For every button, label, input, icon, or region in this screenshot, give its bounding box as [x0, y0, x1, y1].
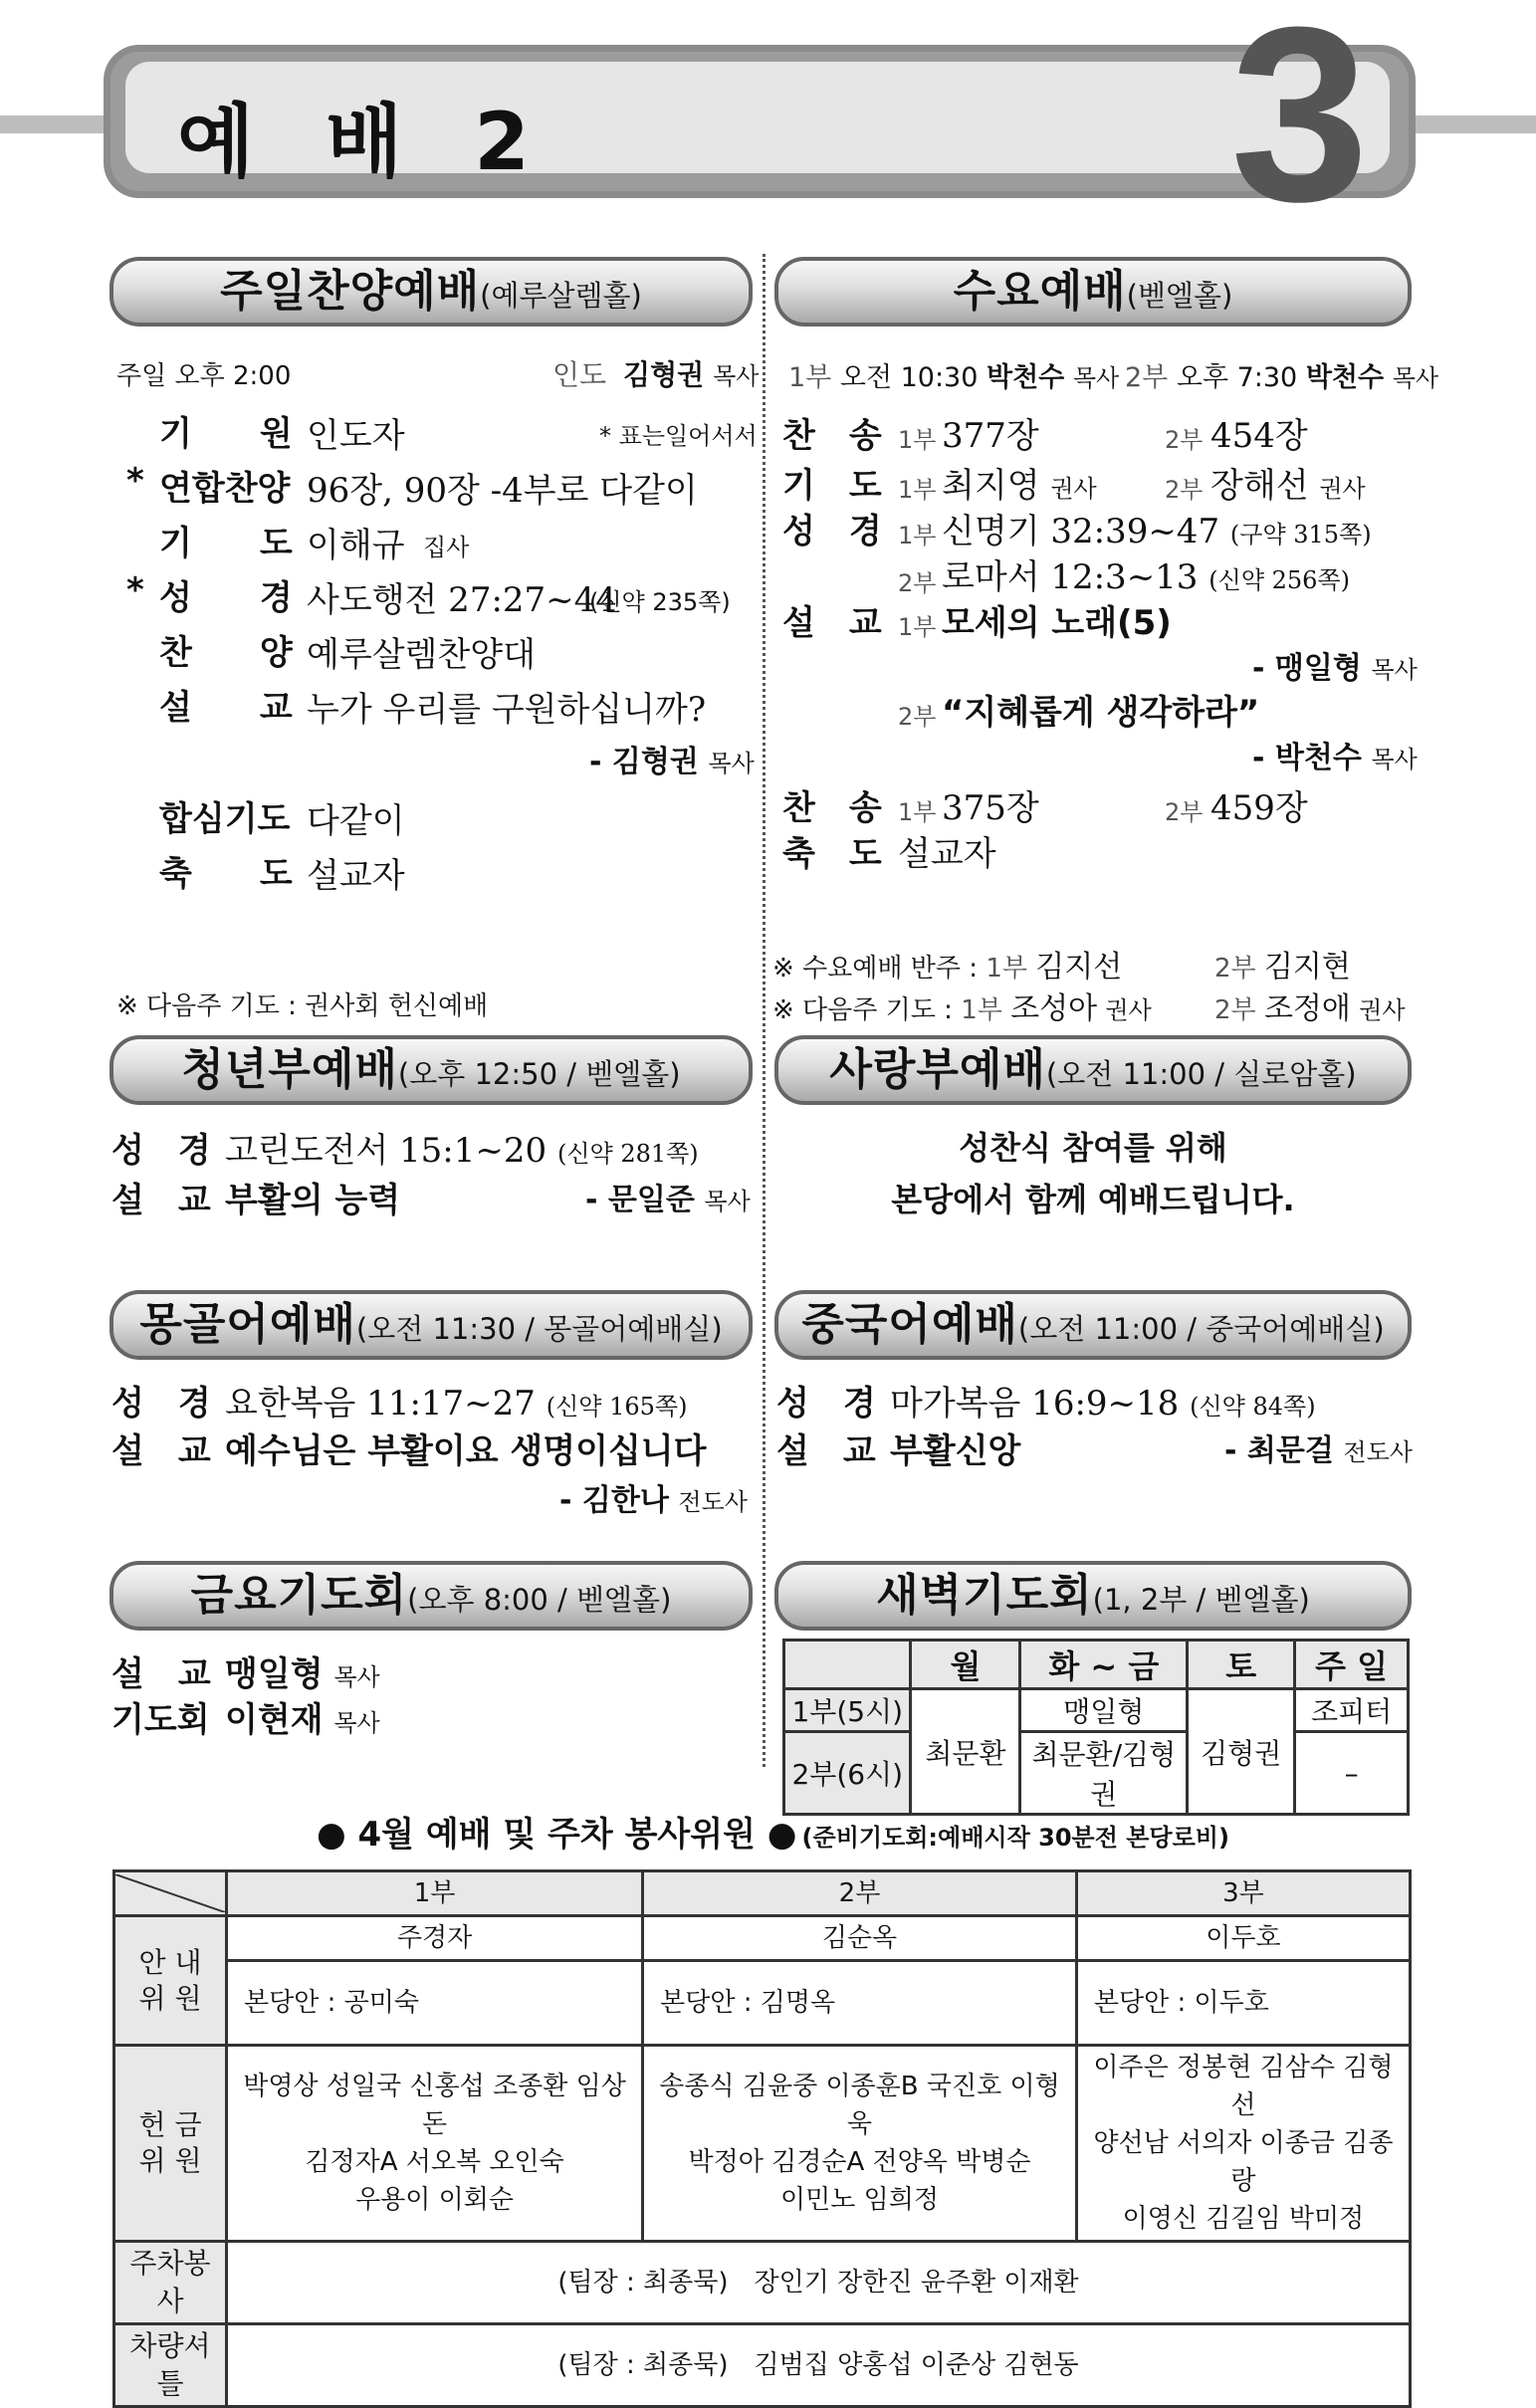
- wed-next-prayer: ※ 다음주 기도 : 1부 조성아 권사: [772, 991, 1152, 1026]
- volunteers-heading: [317, 1807, 1229, 1856]
- wednesday-times-2: 2부 오후 7:30 박천수 목사: [1125, 362, 1439, 393]
- wed-bible2: 로마서 12:3~13 (신약 256쪽): [942, 557, 1350, 597]
- wed-prayer-label: 기 도: [782, 466, 882, 506]
- table-cell: 김형권: [1188, 1689, 1295, 1815]
- wed-accomp-2: 2부 김지현: [1214, 950, 1351, 985]
- sunday-next-prayer: ※ 다음주 기도 : 권사회 헌신예배: [116, 991, 489, 1021]
- table-cell: 맹일형: [1020, 1689, 1188, 1732]
- table-cell: 본당안 : 공미숙: [227, 1961, 643, 2046]
- table-cell: 본당안 : 김명옥: [643, 1961, 1077, 2046]
- row-label: 2부(6시): [784, 1732, 911, 1815]
- table-header: [784, 1641, 911, 1689]
- chinese-bible-label: 성 경: [776, 1384, 876, 1423]
- order-note: (신약 235쪽): [589, 588, 731, 616]
- youth-bible: 고린도전서 15:1~20 (신약 281쪽): [225, 1131, 699, 1171]
- table-header: 화 ~ 금: [1020, 1641, 1188, 1689]
- order-content: 예루살렘찬양대: [307, 635, 536, 675]
- love-section-header: [774, 1035, 1412, 1105]
- page-title: 예 배 2: [177, 96, 551, 188]
- wed-preacher2: - 박천수 목사: [1252, 741, 1418, 775]
- mongol-bible: 요한복음 11:17~27 (신약 165쪽): [225, 1384, 688, 1423]
- dawn-place: (1, 2부 / 벧엘홀): [1092, 1583, 1310, 1617]
- friday-sermon-label: 설 교: [111, 1654, 211, 1694]
- order-note: 집사: [423, 534, 470, 561]
- sunday-section-header: [110, 257, 753, 327]
- youth-place: (오후 12:50 / 벧엘홀): [397, 1057, 681, 1091]
- wed-prayer2: 장해선 권사: [1210, 466, 1366, 506]
- table-row: [114, 1871, 1411, 1916]
- page-number: 3: [1230, 0, 1370, 253]
- table-cell: 조피터: [1295, 1689, 1409, 1732]
- wed-hymn-label: 찬 송: [782, 416, 882, 456]
- chinese-sermon: 부활신앙: [890, 1431, 1021, 1471]
- friday-place: (오후 8:00 / 벧엘홀): [407, 1583, 672, 1617]
- wed-bible1: 신명기 32:39~47 (구약 315쪽): [942, 512, 1372, 551]
- youth-title: 청년부예배: [181, 1044, 398, 1095]
- table-row: [784, 1732, 1409, 1815]
- wed-sermon-label: 설 교: [782, 603, 882, 643]
- table-cell: 박영상 성일국 신홍섭 조종환 임상돈 김정자A 서오복 오인숙 우용이 이회순: [227, 2046, 643, 2242]
- order-content: 이해규: [307, 526, 405, 565]
- dawn-section-header: [774, 1561, 1412, 1631]
- table-row: [114, 1916, 1411, 1961]
- mongol-sermon: 예수님은 부활이요 생명이십니다: [225, 1431, 707, 1471]
- order-label: 성 경: [159, 578, 293, 618]
- row-label: 헌 금 위 원: [114, 2046, 227, 2242]
- wednesday-place: (벧엘홀): [1126, 279, 1233, 313]
- wed-hymn1: 377장: [942, 416, 1039, 456]
- chinese-sermon-label: 설 교: [776, 1431, 876, 1471]
- friday-section-header: [110, 1561, 753, 1631]
- row-label: 1부(5시): [784, 1689, 911, 1732]
- youth-section-header: [110, 1035, 753, 1105]
- love-line2: 본당에서 함께 예배드립니다.: [891, 1181, 1295, 1218]
- table-row: [114, 2046, 1411, 2242]
- order-content: 다같이: [307, 801, 405, 841]
- dawn-schedule-table: [782, 1639, 1410, 1816]
- table-row: [784, 1641, 1409, 1689]
- mongol-bible-label: 성 경: [111, 1384, 211, 1423]
- mongol-sermon-label: 설 교: [111, 1431, 211, 1471]
- friday-sermon: 맹일형 목사: [225, 1654, 380, 1694]
- wed-sermon1: 모세의 노래(5): [942, 603, 1172, 643]
- wed-next-prayer-2: 2부 조정애 권사: [1214, 991, 1406, 1026]
- part-label: 1부: [898, 426, 937, 454]
- friday-title: 금요기도회: [190, 1570, 408, 1621]
- table-header: 월: [911, 1641, 1020, 1689]
- table-cell: 주경자: [227, 1916, 643, 1961]
- friday-leader: 이현재 목사: [225, 1700, 380, 1740]
- table-cell: 최문환: [911, 1689, 1020, 1815]
- table-cell: 김순옥: [643, 1916, 1077, 1961]
- table-cell: (팀장 : 최종묵) 김범집 양홍섭 이준상 김현동: [227, 2324, 1411, 2407]
- column-divider: [763, 254, 766, 1767]
- order-mark: *: [126, 570, 144, 610]
- wed-hymn3: 375장: [942, 788, 1039, 828]
- order-label: 연합찬양: [159, 469, 291, 509]
- love-line1: 성찬식 참여를 위해: [959, 1129, 1227, 1167]
- table-cell: 이주은 정봉현 김삼수 김형선 양선남 서의자 이종금 김종랑 이영신 김길임 박미정: [1076, 2046, 1410, 2242]
- table-row: [114, 2324, 1411, 2407]
- chinese-bible: 마가복음 16:9~18 (신약 84쪽): [890, 1384, 1316, 1423]
- chinese-place: (오전 11:00 / 중국어예배실): [1017, 1312, 1385, 1346]
- volunteers-subtitle: (준비기도회:예배시작 30분전 본당로비): [801, 1824, 1229, 1852]
- order-label: 합심기도: [159, 799, 291, 839]
- part-label: 1부: [898, 613, 937, 641]
- table-header: 토: [1188, 1641, 1295, 1689]
- table-header: 2부: [643, 1871, 1077, 1916]
- table-row: [114, 2242, 1411, 2324]
- sunday-preacher: - 김형권 목사: [589, 745, 755, 779]
- row-label: 주차봉사: [114, 2242, 227, 2324]
- friday-leader-label: 기도회: [111, 1700, 210, 1740]
- wed-blessing: 설교자: [898, 834, 996, 874]
- part-label: 1부: [898, 476, 937, 504]
- wednesday-times: 1부 오전 10:30 박천수 목사: [788, 362, 1120, 393]
- mongol-place: (오전 11:30 / 몽골어예배실): [355, 1312, 723, 1346]
- mongol-title: 몽골어예배: [139, 1299, 356, 1350]
- wed-preacher1: - 맹일형 목사: [1252, 651, 1418, 686]
- volunteers-table: [112, 1869, 1412, 2408]
- table-cell: 이두호: [1076, 1916, 1410, 1961]
- table-corner: [114, 1871, 227, 1916]
- love-title: 사랑부예배: [829, 1044, 1046, 1095]
- table-row: [114, 1961, 1411, 2046]
- volunteers-title: ● 4월 예배 및 주차 봉사위원 ●: [317, 1815, 797, 1855]
- table-row: [784, 1689, 1409, 1732]
- wed-blessing-label: 축 도: [782, 834, 882, 874]
- table-cell: 최문환/김형권: [1020, 1732, 1188, 1815]
- chinese-title: 중국어예배: [801, 1299, 1018, 1350]
- wed-hymn2-label: 찬 송: [782, 788, 882, 828]
- table-header: 3부: [1076, 1871, 1410, 1916]
- order-label: 축 도: [159, 854, 293, 894]
- order-label: 기 원: [159, 414, 293, 454]
- wed-prayer1: 최지영 권사: [942, 466, 1097, 506]
- sunday-title: 주일찬양예배: [220, 266, 481, 317]
- order-mark: *: [126, 461, 144, 501]
- sunday-place: (예루살렘홀): [480, 279, 642, 313]
- diagonal-line: [115, 1874, 225, 1912]
- youth-sermon: 부활의 능력: [225, 1181, 401, 1220]
- wednesday-section-header: [774, 257, 1412, 327]
- order-content: 설교자: [307, 856, 405, 896]
- table-header: 주 일: [1295, 1641, 1409, 1689]
- header-rule-left: [0, 115, 119, 133]
- row-label: 안 내 위 원: [114, 1916, 227, 2046]
- table-cell: 송종식 김윤중 이종훈B 국진호 이형욱 박정아 김경순A 전양옥 박병순 이민노 임희정: [643, 2046, 1077, 2242]
- chinese-preacher: - 최문걸 전도사: [1224, 1433, 1413, 1468]
- sunday-leader: 인도 김형권 목사: [552, 358, 760, 391]
- order-label: 찬 양: [159, 633, 293, 673]
- sunday-time: 주일 오후 2:00: [116, 361, 292, 391]
- dawn-title: 새벽기도회: [876, 1570, 1093, 1621]
- wed-sermon2: “지혜롭게 생각하라”: [942, 693, 1260, 733]
- row-label: 차량셔틀: [114, 2324, 227, 2407]
- chinese-section-header: [774, 1290, 1412, 1360]
- order-content: 인도자: [307, 416, 405, 456]
- order-label: 기 도: [159, 524, 293, 563]
- part-label: 2부: [1165, 426, 1204, 454]
- love-place: (오전 11:00 / 실로암홀): [1045, 1057, 1357, 1091]
- wed-bible-label: 성 경: [782, 512, 882, 551]
- part-label: 2부: [898, 703, 937, 731]
- youth-sermon-label: 설 교: [111, 1181, 211, 1220]
- mongol-preacher: - 김한나 전도사: [559, 1483, 748, 1518]
- order-label: 설 교: [159, 688, 293, 728]
- header-rule-right: [1414, 115, 1536, 133]
- table-cell: 본당안 : 이두호: [1076, 1961, 1410, 2046]
- order-content: 누가 우리를 구원하십니까?: [307, 690, 707, 730]
- order-content: 96장, 90장 -4부로 다같이: [307, 471, 698, 511]
- wednesday-title: 수요예배: [953, 266, 1127, 317]
- stand-note: * 표는일어서서: [599, 422, 758, 450]
- wed-hymn4: 459장: [1210, 788, 1308, 828]
- part-label: 1부: [898, 798, 937, 826]
- part-label: 2부: [1165, 476, 1204, 504]
- part-label: 1부: [898, 522, 937, 549]
- mongol-section-header: [110, 1290, 753, 1360]
- part-label: 2부: [1165, 798, 1204, 826]
- youth-preacher: - 문일준 목사: [585, 1183, 751, 1217]
- table-cell: –: [1295, 1732, 1409, 1815]
- part-label: 2부: [898, 569, 937, 597]
- wed-hymn2: 454장: [1210, 416, 1308, 456]
- table-cell: (팀장 : 최종묵) 장인기 장한진 윤주환 이재환: [227, 2242, 1411, 2324]
- youth-bible-label: 성 경: [111, 1131, 211, 1171]
- wed-accomp: ※ 수요예배 반주 : 1부 김지선: [772, 950, 1123, 985]
- order-content: 사도행전 27:27~44: [307, 580, 617, 620]
- table-header: 1부: [227, 1871, 643, 1916]
